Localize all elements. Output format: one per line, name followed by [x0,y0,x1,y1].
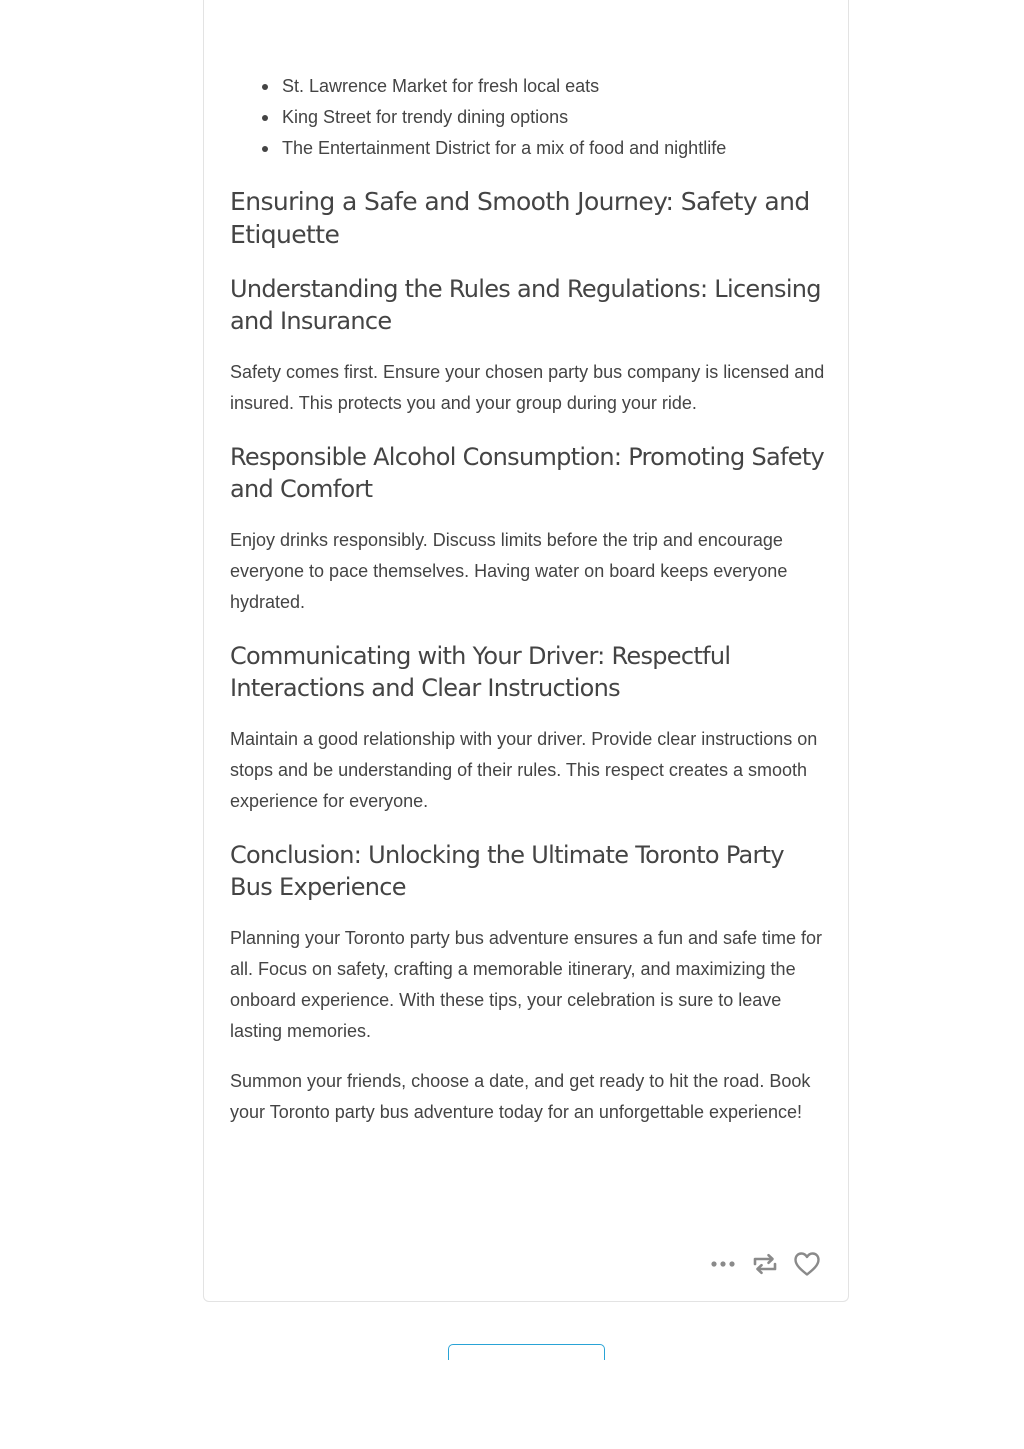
post-actions [708,1249,822,1279]
post-body [230,0,830,1128]
food-spots-list [230,0,830,164]
post-card [203,0,849,1302]
list-item: King Street for trendy dining options [282,102,830,133]
reblog-icon [752,1252,778,1276]
subheading-licensing: Understanding the Rules and Regulations: Licensing and Insurance [230,275,821,335]
subheading-conclusion: Conclusion: Unlocking the Ultimate Toronto Party Bus Experience [230,841,784,901]
subheading-alcohol: Responsible Alcohol Consumption: Promoting Safety and Comfort [230,443,825,503]
paragraph-conclusion-1: Planning your Toronto party bus adventure ensures a fun and safe time for all. Focus on safety, crafting a memorable itinerary, and maximizing the onboard experience. With these tips, your celebration is sure to leave lasting memories. [230,928,823,1041]
more-options-button[interactable] [708,1249,738,1279]
more-horizontal-icon [710,1260,736,1268]
like-button[interactable] [792,1249,822,1279]
reblog-button[interactable] [750,1249,780,1279]
paragraph-conclusion-2: Summon your friends, choose a date, and get ready to hit the road. Book your Toronto party bus adventure today for an unforgettable experience! [230,1071,811,1122]
heart-icon [793,1251,821,1277]
section-heading-safety: Ensuring a Safe and Smooth Journey: Safety and Etiquette [230,187,810,249]
paragraph-alcohol: Enjoy drinks responsibly. Discuss limits before the trip and encourage everyone to pace themselves. Having water on board keeps everyone hydrated. [230,530,788,612]
subheading-driver: Communicating with Your Driver: Respectful Interactions and Clear Instructions [230,642,731,702]
paragraph-driver: Maintain a good relationship with your driver. Provide clear instructions on stops and be understanding of their rules. This respect creates a smooth experience for everyone. [230,729,818,811]
paragraph-licensing: Safety comes first. Ensure your chosen party bus company is licensed and insured. This protects you and your group during your ride. [230,362,825,413]
list-item: The Entertainment District for a mix of food and nightlife [282,133,830,164]
load-more-button[interactable] [448,1344,605,1360]
list-item: St. Lawrence Market for fresh local eats [282,71,830,102]
